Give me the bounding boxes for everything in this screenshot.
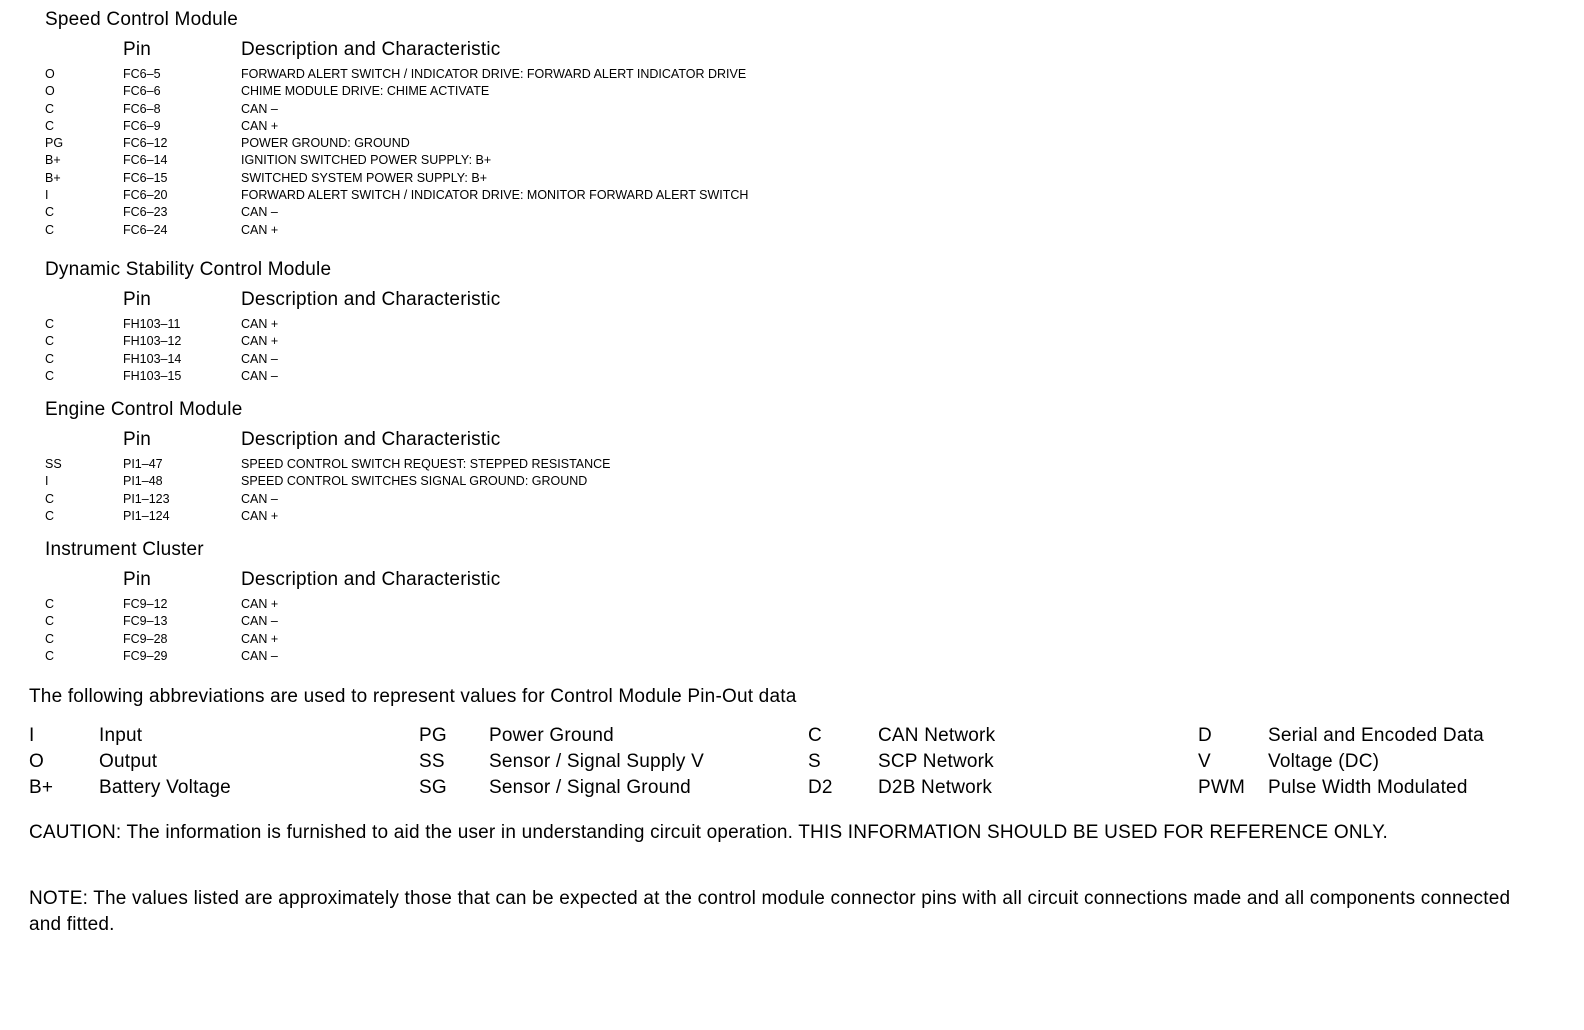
pin-row xyxy=(0,83,1584,100)
abbreviation-code: V xyxy=(1198,751,1211,772)
abbreviation-meaning: Power Ground xyxy=(489,725,614,746)
pin-id: FH103–15 xyxy=(123,368,182,383)
pin-id: FC6–12 xyxy=(123,136,168,151)
abbreviation-meaning: Voltage (DC) xyxy=(1268,751,1380,772)
pin-description: CAN – xyxy=(241,368,278,383)
pin-description: CHIME MODULE DRIVE: CHIME ACTIVATE xyxy=(241,84,490,99)
pin-type-code: C xyxy=(45,631,55,646)
abbreviation-code: O xyxy=(29,751,44,772)
pin-type-code: C xyxy=(45,317,55,331)
pin-row xyxy=(0,648,1584,665)
pin-description: IGNITION SWITCHED POWER SUPPLY: B+ xyxy=(241,153,492,168)
pin-id: PI1–48 xyxy=(123,474,163,489)
abbreviation-code: S xyxy=(808,751,821,772)
pin-row xyxy=(0,631,1584,648)
pin-row xyxy=(0,222,1584,239)
pin-type-code: C xyxy=(45,597,55,611)
caution-text: CAUTION: The information is furnished to aid the user in understanding circuit operation. THIS INFORMATION SHOULD BE USED FOR REFERENCE ONLY. xyxy=(29,822,1389,843)
abbreviation-code: SS xyxy=(419,751,445,772)
pin-row xyxy=(0,204,1584,221)
pin-description: POWER GROUND: GROUND xyxy=(241,136,410,151)
module-title: Speed Control Module xyxy=(45,9,239,30)
pin-row xyxy=(0,351,1584,368)
pin-description: SPEED CONTROL SWITCH REQUEST: STEPPED RESISTANCE xyxy=(241,457,611,471)
abbreviation-code: I xyxy=(29,725,35,746)
abbreviation-meaning: Sensor / Signal Ground xyxy=(489,777,691,798)
abbreviation-meaning: Serial and Encoded Data xyxy=(1268,725,1484,746)
abbreviation-meaning: Input xyxy=(99,725,143,746)
module-title: Dynamic Stability Control Module xyxy=(45,259,332,280)
pin-column-header: Pin xyxy=(123,289,152,310)
abbreviation-code: PWM xyxy=(1198,777,1246,798)
pin-row xyxy=(0,368,1584,385)
description-column-header: Description and Characteristic xyxy=(241,289,501,310)
pin-row xyxy=(0,187,1584,204)
description-column-header: Description and Characteristic xyxy=(241,39,501,60)
pin-description: CAN + xyxy=(241,597,279,611)
pin-type-code: O xyxy=(45,84,55,99)
pin-description: FORWARD ALERT SWITCH / INDICATOR DRIVE: MONITOR FORWARD ALERT SWITCH xyxy=(241,188,749,203)
abbreviation-meaning: Pulse Width Modulated xyxy=(1268,777,1468,798)
module-title: Engine Control Module xyxy=(45,399,243,420)
pin-row xyxy=(0,135,1584,152)
pin-description: CAN + xyxy=(241,631,279,646)
pin-description: CAN – xyxy=(241,491,278,506)
pin-description: CAN + xyxy=(241,222,279,237)
abbreviation-meaning: SCP Network xyxy=(878,751,994,772)
pin-row xyxy=(0,66,1584,83)
abbreviation-code: D xyxy=(1198,725,1212,746)
pin-id: FC6–23 xyxy=(123,205,168,220)
pin-type-code: C xyxy=(45,334,55,349)
pin-row xyxy=(0,118,1584,135)
abbreviations-intro: The following abbreviations are used to represent values for Control Module Pin-Out data xyxy=(29,686,797,707)
module-title: Instrument Cluster xyxy=(45,539,204,560)
pin-row xyxy=(0,333,1584,350)
pin-column-header: Pin xyxy=(123,569,152,590)
abbreviation-code: D2 xyxy=(808,777,833,798)
pin-row xyxy=(0,101,1584,118)
pin-rows xyxy=(0,316,1584,385)
pin-column-header: Pin xyxy=(123,429,152,450)
pin-type-code: C xyxy=(45,368,55,383)
pin-description: CAN – xyxy=(241,101,278,116)
pin-row xyxy=(0,473,1584,490)
pin-description: FORWARD ALERT SWITCH / INDICATOR DRIVE: FORWARD ALERT INDICATOR DRIVE xyxy=(241,67,747,81)
pin-rows xyxy=(0,66,1584,239)
pin-description: SPEED CONTROL SWITCHES SIGNAL GROUND: GROUND xyxy=(241,474,588,489)
pin-id: FC9–29 xyxy=(123,648,168,663)
pin-id: PI1–124 xyxy=(123,508,170,523)
pin-id: FC6–20 xyxy=(123,188,168,203)
pin-row xyxy=(0,152,1584,169)
pin-row xyxy=(0,596,1584,613)
abbreviation-meaning: D2B Network xyxy=(878,777,993,798)
pin-type-code: C xyxy=(45,508,55,523)
pin-type-code: B+ xyxy=(45,170,61,185)
pin-id: FH103–12 xyxy=(123,334,182,349)
pin-type-code: C xyxy=(45,101,55,116)
pin-type-code: C xyxy=(45,351,55,366)
pin-type-code: C xyxy=(45,614,55,629)
pin-row xyxy=(0,456,1584,473)
pin-type-code: SS xyxy=(45,457,62,471)
description-column-header: Description and Characteristic xyxy=(241,569,501,590)
pin-type-code: C xyxy=(45,205,55,220)
pin-description: CAN + xyxy=(241,334,279,349)
pin-description: CAN + xyxy=(241,508,279,523)
pin-rows xyxy=(0,456,1584,525)
pin-id: FC6–9 xyxy=(123,118,161,133)
pin-id: FC6–14 xyxy=(123,153,168,168)
pin-description: SWITCHED SYSTEM POWER SUPPLY: B+ xyxy=(241,170,487,185)
pin-row xyxy=(0,170,1584,187)
pin-id: FH103–14 xyxy=(123,351,182,366)
pin-description: CAN – xyxy=(241,614,278,629)
abbreviations-legend xyxy=(0,723,1584,803)
pin-id: FH103–11 xyxy=(123,317,181,331)
pin-type-code: B+ xyxy=(45,153,61,168)
pin-description: CAN + xyxy=(241,317,279,331)
pin-rows xyxy=(0,596,1584,665)
pin-description: CAN + xyxy=(241,118,279,133)
pin-row xyxy=(0,491,1584,508)
description-column-header: Description and Characteristic xyxy=(241,429,501,450)
abbreviation-meaning: CAN Network xyxy=(878,725,996,746)
abbreviation-code: PG xyxy=(419,725,447,746)
pin-column-header: Pin xyxy=(123,39,152,60)
pin-type-code: I xyxy=(45,474,49,489)
abbreviation-code: B+ xyxy=(29,777,54,798)
pin-id: FC6–6 xyxy=(123,84,161,99)
pin-type-code: O xyxy=(45,67,55,81)
abbreviation-code: SG xyxy=(419,777,447,798)
pin-description: CAN – xyxy=(241,205,278,220)
pin-id: PI1–47 xyxy=(123,457,163,471)
abbreviation-meaning: Output xyxy=(99,751,158,772)
pin-id: FC6–24 xyxy=(123,222,168,237)
pin-row xyxy=(0,508,1584,525)
pin-id: FC9–28 xyxy=(123,631,168,646)
note-text: NOTE: The values listed are approximately those that can be expected at the control module connector pins with all circuit connections made and all components connected and fitted. xyxy=(29,888,1511,935)
pin-id: FC6–15 xyxy=(123,170,168,185)
pin-id: FC9–13 xyxy=(123,614,168,629)
abbreviation-code: C xyxy=(808,725,822,746)
pin-description: CAN – xyxy=(241,351,278,366)
pin-type-code: PG xyxy=(45,136,64,151)
abbreviation-meaning: Sensor / Signal Supply V xyxy=(489,751,704,772)
pin-id: FC6–5 xyxy=(123,67,161,81)
pin-id: FC6–8 xyxy=(123,101,161,116)
abbreviation-meaning: Battery Voltage xyxy=(99,777,231,798)
pin-type-code: I xyxy=(45,188,49,203)
pin-type-code: C xyxy=(45,118,55,133)
pin-type-code: C xyxy=(45,648,55,663)
pin-id: PI1–123 xyxy=(123,491,170,506)
pin-id: FC9–12 xyxy=(123,597,168,611)
pin-row xyxy=(0,613,1584,630)
pin-type-code: C xyxy=(45,222,55,237)
pin-description: CAN – xyxy=(241,648,278,663)
pin-type-code: C xyxy=(45,491,55,506)
pin-row xyxy=(0,316,1584,333)
